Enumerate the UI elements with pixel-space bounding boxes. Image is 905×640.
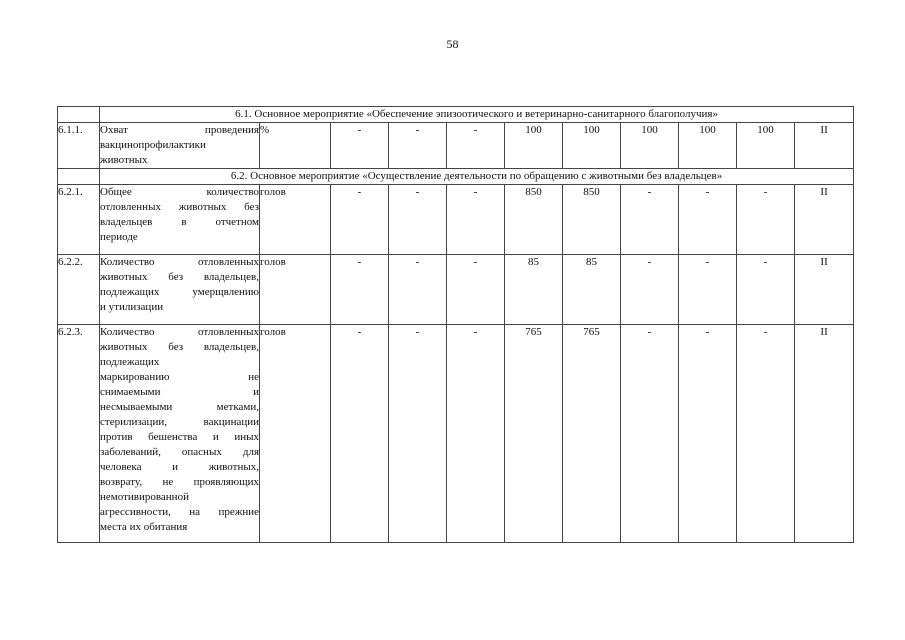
section-num-cell xyxy=(58,169,100,185)
unit-cell: голов xyxy=(260,325,331,543)
indicator-name-line: агрессивности, на прежние xyxy=(100,506,259,518)
value-cell: - xyxy=(737,325,795,543)
indicator-name-line: отловленных животных без xyxy=(100,201,259,213)
indicator-name-line: немотивированной xyxy=(100,491,189,503)
indicator-name xyxy=(100,185,260,255)
indicator-name-line: подлежащих умерщвлению xyxy=(100,286,259,298)
value-cell: - xyxy=(331,123,389,169)
row-number: 6.1.1. xyxy=(58,123,100,169)
section-row xyxy=(58,107,854,123)
value-cell: - xyxy=(447,185,505,255)
indicator-name-line: периоде xyxy=(100,231,138,243)
indicator-name-line: животных без владельцев, xyxy=(100,271,259,283)
table-row xyxy=(58,123,854,169)
section-num-cell xyxy=(58,107,100,123)
indicator-name-line: стерилизации, вакцинации xyxy=(100,416,259,428)
value-cell: - xyxy=(389,325,447,543)
value-cell: - xyxy=(331,255,389,325)
value-cell: 765 xyxy=(563,325,621,543)
table-body xyxy=(58,107,854,543)
value-cell: 100 xyxy=(679,123,737,169)
unit-cell: голов xyxy=(260,185,331,255)
indicator-name-line: Общее количество xyxy=(100,186,259,198)
value-cell: - xyxy=(389,123,447,169)
page-number: 58 xyxy=(446,37,459,51)
section-title: 6.1. Основное мероприятие «Обеспечение эпизоотического и ветеринарно-санитарного благополучия» xyxy=(100,107,854,123)
category-cell: II xyxy=(795,185,854,255)
value-cell: - xyxy=(389,185,447,255)
value-cell: - xyxy=(679,325,737,543)
unit-cell: % xyxy=(260,123,331,169)
value-cell: 100 xyxy=(505,123,563,169)
indicator-name-line: несмываемыми метками, xyxy=(100,401,259,413)
value-cell: - xyxy=(447,123,505,169)
category-cell: II xyxy=(795,255,854,325)
indicator-name-line: Количество отловленных xyxy=(100,256,259,268)
value-cell: - xyxy=(331,325,389,543)
table-row xyxy=(58,255,854,325)
value-cell: - xyxy=(621,325,679,543)
value-cell: - xyxy=(621,255,679,325)
row-number: 6.2.3. xyxy=(58,325,100,543)
value-cell: 850 xyxy=(563,185,621,255)
indicator-name-line: подлежащих xyxy=(100,356,160,368)
indicator-name-line: снимаемыми и xyxy=(100,386,259,398)
value-cell: 85 xyxy=(563,255,621,325)
indicator-name-line: против бешенства и иных xyxy=(100,431,259,443)
value-cell: - xyxy=(679,255,737,325)
value-cell: - xyxy=(737,185,795,255)
indicator-name-line: владельцев в отчетном xyxy=(100,216,259,228)
indicator-name xyxy=(100,255,260,325)
indicators-table xyxy=(57,106,854,543)
value-cell: 850 xyxy=(505,185,563,255)
indicator-name-line: вакцинопрофилактики xyxy=(100,139,206,151)
indicator-name-line: маркированию не xyxy=(100,371,259,383)
value-cell: - xyxy=(737,255,795,325)
indicator-name-line: возврату, не проявляющих xyxy=(100,476,259,488)
table-row xyxy=(58,325,854,543)
value-cell: - xyxy=(447,325,505,543)
unit-cell: голов xyxy=(260,255,331,325)
indicator-name-line: места их обитания xyxy=(100,521,188,533)
indicator-name-line: животных xyxy=(100,154,148,166)
value-cell: 765 xyxy=(505,325,563,543)
value-cell: - xyxy=(331,185,389,255)
indicator-name-line: заболеваний, опасных для xyxy=(100,446,259,458)
indicator-name-line: Количество отловленных xyxy=(100,326,259,338)
value-cell: - xyxy=(621,185,679,255)
value-cell: 100 xyxy=(621,123,679,169)
row-number: 6.2.1. xyxy=(58,185,100,255)
table-row xyxy=(58,185,854,255)
value-cell: - xyxy=(679,185,737,255)
category-cell: II xyxy=(795,325,854,543)
indicator-name xyxy=(100,123,260,169)
row-number: 6.2.2. xyxy=(58,255,100,325)
section-row xyxy=(58,169,854,185)
indicator-name-line: животных без владельцев, xyxy=(100,341,259,353)
indicator-name xyxy=(100,325,260,543)
value-cell: 85 xyxy=(505,255,563,325)
value-cell: 100 xyxy=(563,123,621,169)
indicator-name-line: и утилизации xyxy=(100,301,164,313)
value-cell: - xyxy=(389,255,447,325)
value-cell: 100 xyxy=(737,123,795,169)
value-cell: - xyxy=(447,255,505,325)
indicator-name-line: Охват проведения xyxy=(100,124,259,136)
section-title: 6.2. Основное мероприятие «Осуществление деятельности по обращению с животными без владельцев» xyxy=(100,169,854,185)
category-cell: II xyxy=(795,123,854,169)
indicator-name-line: человека и животных, xyxy=(100,461,259,473)
